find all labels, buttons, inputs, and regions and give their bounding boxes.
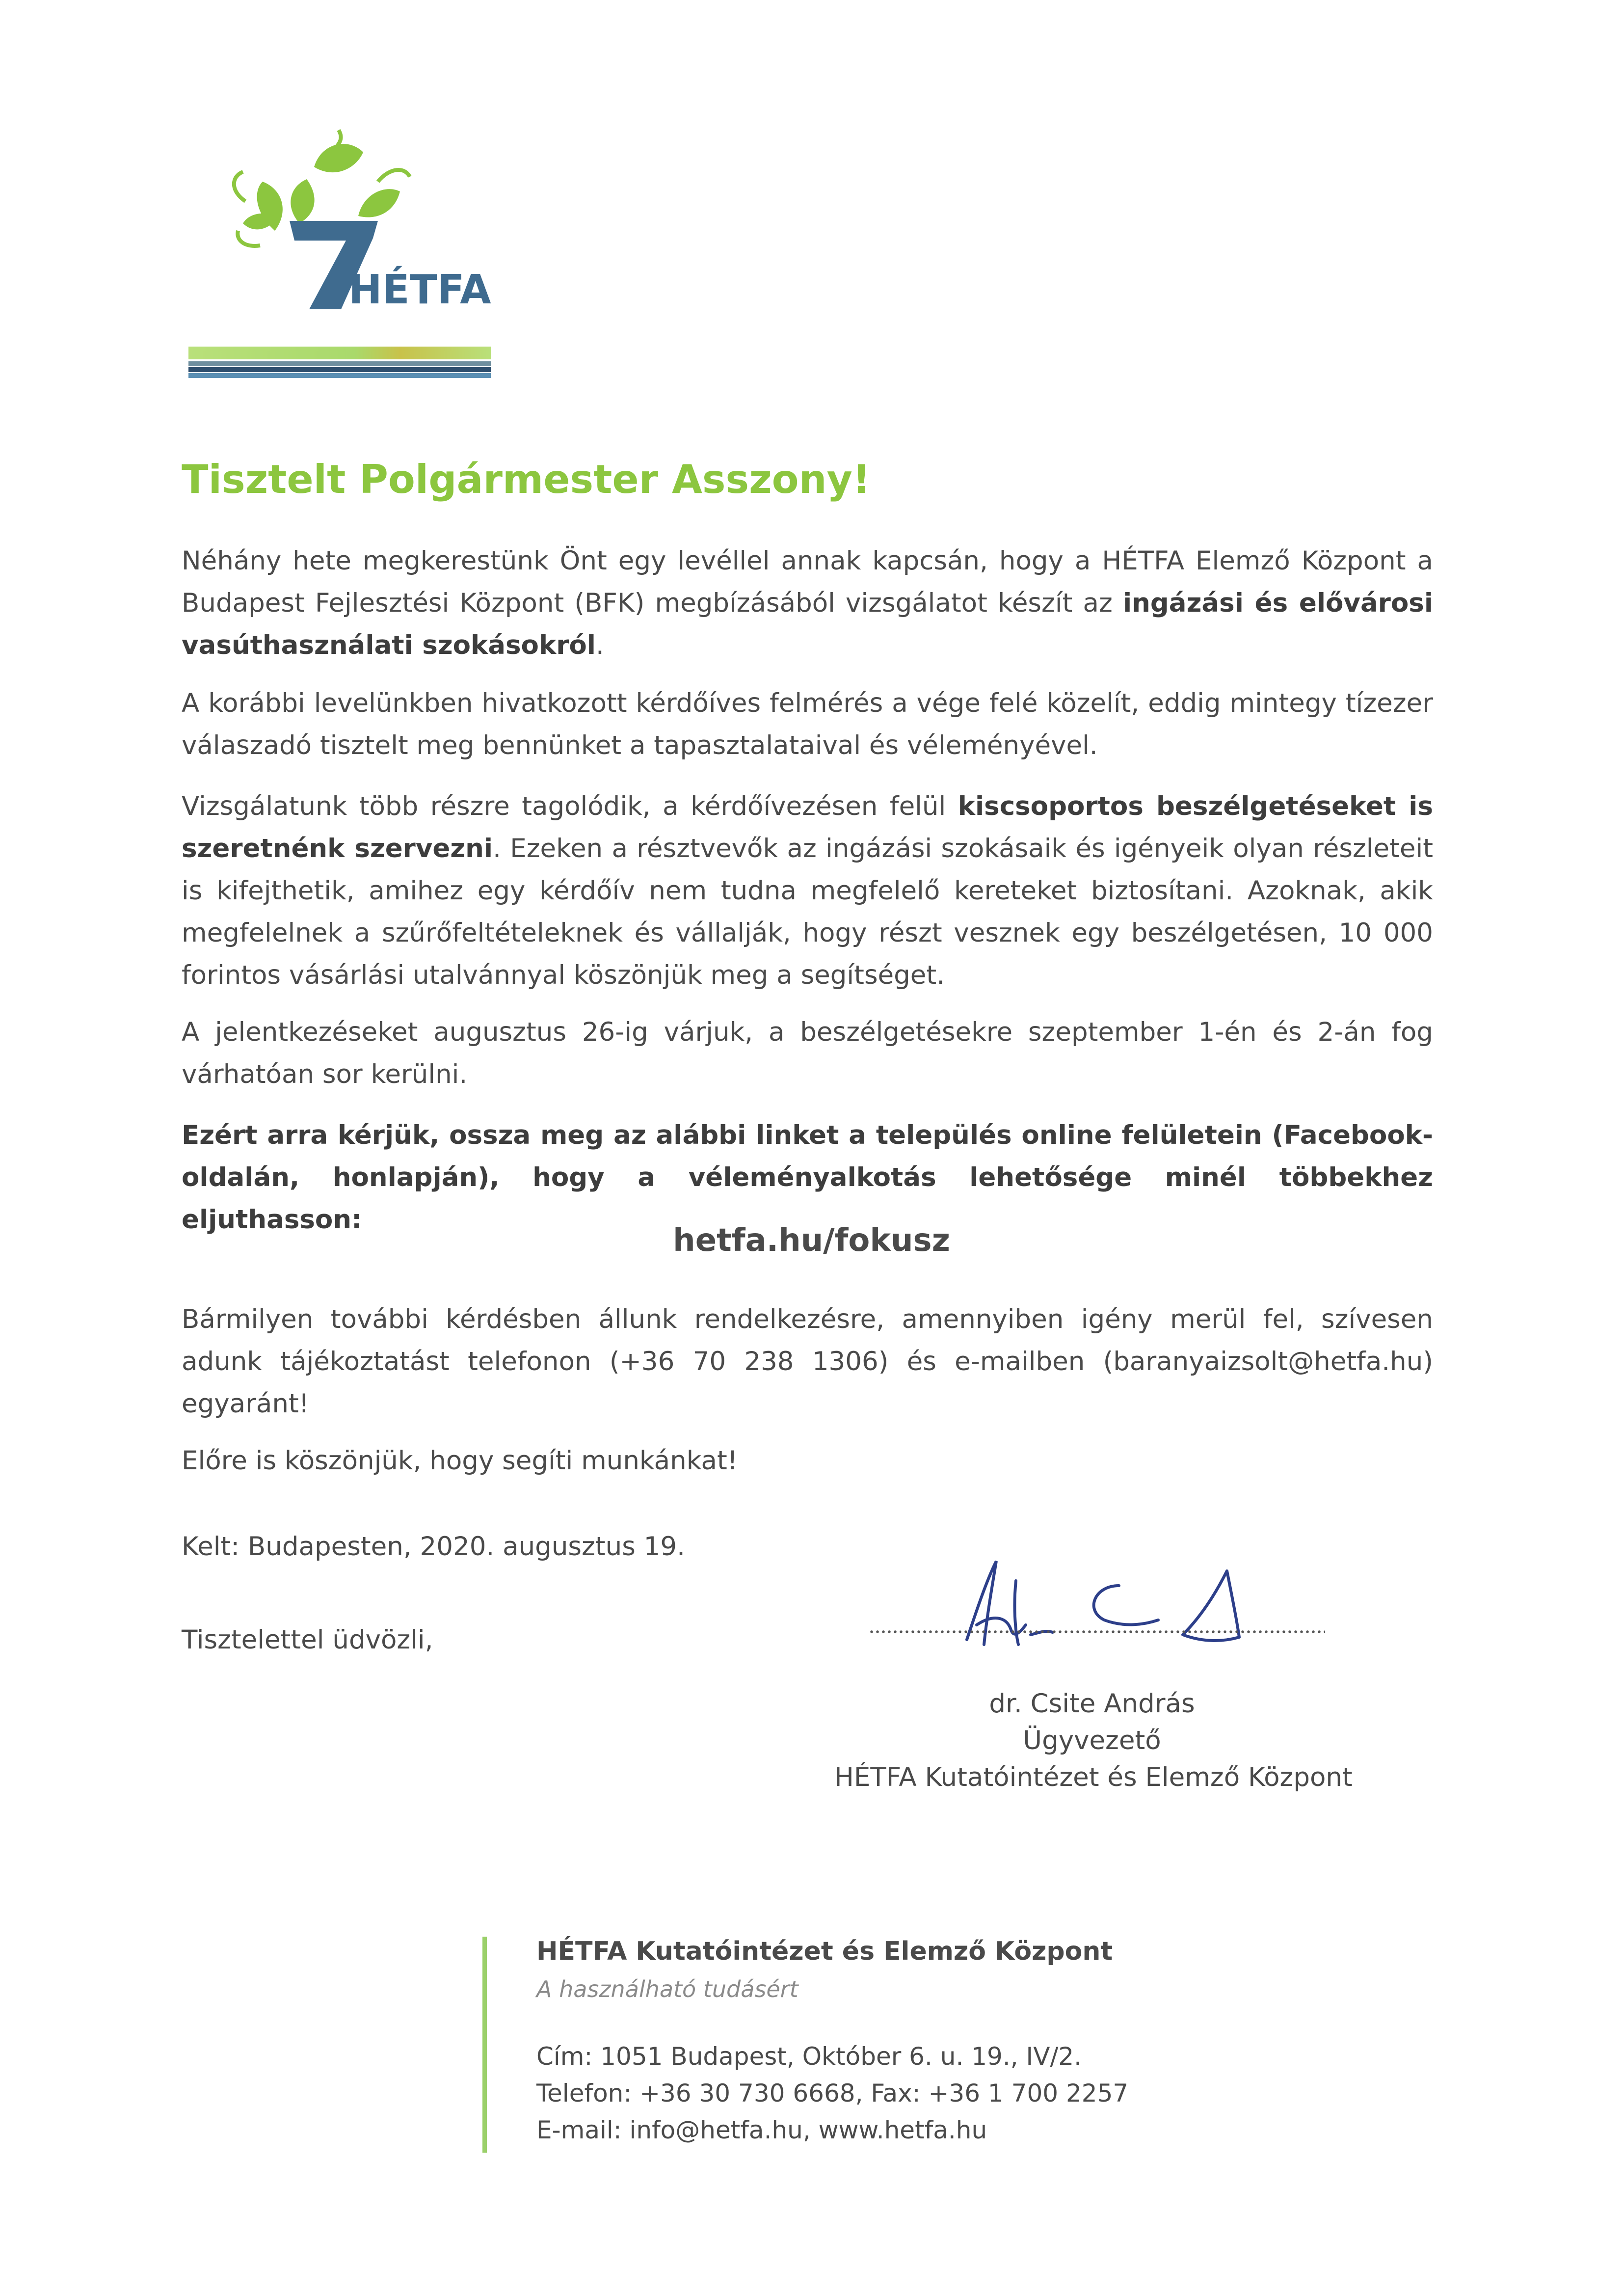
leaf-right: [358, 189, 400, 217]
paragraph-3: [182, 785, 1433, 997]
hetfa-logo: [216, 133, 491, 319]
logo-color-bar: [188, 347, 491, 378]
signer-name: dr. Csite András: [989, 1689, 1195, 1719]
paragraph-6: Bármilyen további kérdésben állunk rendelkezésre, amennyiben igény merül fel, szívesen adunk tájékoztatást telefonon (+36 70 238 1306) és e-mailben (baranyaizsolt@hetfa.hu) egyaránt!: [182, 1304, 1433, 1419]
footer-accent-bar: [482, 1937, 487, 2153]
footer-motto: A használható tudásért: [536, 1976, 798, 2002]
salutation: Tisztelt Polgármester Asszony!: [182, 457, 871, 502]
stem-curl-4: [238, 231, 260, 246]
closing-line: Tisztelettel üdvözli,: [182, 1625, 433, 1655]
paragraph-4: A jelentkezéseket augusztus 26-ig várjuk, a beszélgetésekre szeptember 1-én és 2-án fog várhatóan sor kerülni.: [182, 1017, 1433, 1089]
signer-title: Ügyvezető: [1023, 1726, 1161, 1756]
paragraph-2: A korábbi levelünkben hivatkozott kérdőíves felmérés a vége felé közelít, eddig mintegy tízezer válaszadó tisztelt meg bennünket a tapasztalataival és véleményével.: [182, 688, 1433, 760]
paragraph-3-after: . Ezeken a résztvevők az ingázási szokásaik és igényeik olyan részleteit is kifejthetik, amihez egy kérdőív nem tudna megfelelő kereteket biztosítani. Azoknak, akik megfelelnek a szűrőfeltételeknek és vállalják, hogy részt vesznek egy beszélgetésen, 10 000 forintos vásárlási utalvánnyal köszönjük meg a segítséget.: [182, 834, 1433, 990]
leaf-mid: [291, 179, 314, 223]
thanks-line: Előre is köszönjük, hogy segíti munkánkat!: [182, 1446, 738, 1476]
footer-organization: HÉTFA Kutatóintézet és Elemző Központ: [536, 1937, 1113, 1966]
date-line: Kelt: Budapesten, 2020. augusztus 19.: [182, 1532, 685, 1562]
stem-curl-2: [234, 172, 245, 201]
footer-phone: Telefon: +36 30 730 6668, Fax: +36 1 700 2257: [536, 2079, 1129, 2107]
footer-email: E-mail: info@hetfa.hu, www.hetfa.hu: [536, 2116, 987, 2144]
paragraph-3-bold: kiscsoportos beszélgetéseket is szeretnénk szervezni: [182, 791, 1433, 864]
paragraph-1-end: .: [595, 630, 604, 660]
paragraph-1-text: Néhány hete megkerestünk Önt egy levéllel annak kapcsán, hogy a HÉTFA Elemző Központ a Budapest Fejlesztési Központ (BFK) megbízásából vizsgálatot készít az: [182, 546, 1433, 618]
paragraph-5: Ezért arra kérjük, ossza meg az alábbi linket a település online felületein (Facebook-oldalán, honlapján), hogy a véleményalkotás lehetősége minél többekhez eljuthasson:: [182, 1120, 1433, 1235]
signature-dotted-line: [869, 1630, 1325, 1634]
paragraph-1: [182, 540, 1433, 667]
leaf-top: [314, 144, 363, 172]
survey-link[interactable]: hetfa.hu/fokusz: [673, 1222, 950, 1259]
handwritten-signature: [957, 1551, 1261, 1659]
paragraph-3-before: Vizsgálatunk több részre tagolódik, a kérdőívezésen felül: [182, 791, 958, 821]
stem-curl-3: [378, 170, 410, 182]
paragraph-1-bold: ingázási és elővárosi vasúthasználati szokásokról: [182, 588, 1433, 660]
logo-text: HÉTFA: [348, 267, 491, 313]
signer-organization: HÉTFA Kutatóintézet és Elemző Központ: [834, 1762, 1353, 1792]
footer-address: Cím: 1051 Budapest, Október 6. u. 19., IV/2.: [536, 2042, 1082, 2071]
